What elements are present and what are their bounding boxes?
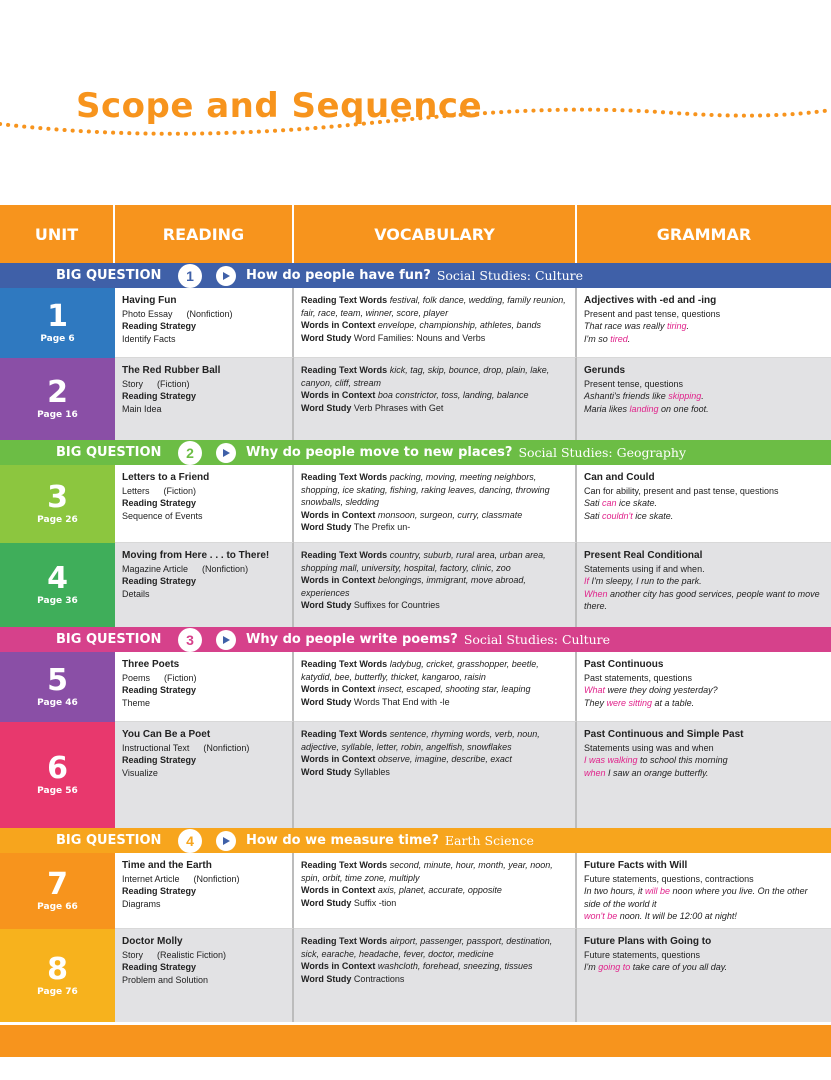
reading-strategy: Sequence of Events bbox=[122, 510, 203, 521]
word-study-label: Word Study bbox=[301, 973, 352, 984]
big-question-text: How do people have fun? bbox=[246, 268, 431, 283]
reading-strategy-label: Reading Strategy bbox=[122, 755, 197, 765]
grammar-highlight: going to bbox=[598, 962, 631, 972]
big-question-number: 2 bbox=[178, 441, 202, 465]
reading-title: Moving from Here . . . to There! bbox=[122, 550, 270, 561]
grammar-example: I'm sleepy, I run to the park. bbox=[589, 576, 702, 586]
reading-text-words-label: Reading Text Words bbox=[301, 295, 388, 305]
unit-row bbox=[0, 288, 831, 358]
grammar-example: ice skate. bbox=[616, 498, 658, 508]
reading-strategy-label: Reading Strategy bbox=[122, 321, 197, 331]
grammar-example: In two hours, it bbox=[584, 886, 646, 896]
play-icon[interactable] bbox=[216, 266, 236, 286]
grammar-example: noon. It will be 12:00 at night! bbox=[617, 911, 737, 921]
reading-cell bbox=[115, 652, 294, 722]
reading-text-words: kick, tag, skip, bounce, drop, plain, lake, canyon, cliff, stream bbox=[301, 365, 550, 388]
header-unit: UNIT bbox=[0, 205, 115, 263]
grammar-cell bbox=[577, 929, 831, 1022]
reading-title: The Red Rubber Ball bbox=[122, 365, 221, 376]
big-question-number: 4 bbox=[178, 829, 202, 853]
vocabulary-cell bbox=[294, 288, 577, 358]
reading-cell bbox=[115, 358, 294, 440]
words-in-context-label: Words in Context bbox=[301, 961, 376, 971]
header-reading: READING bbox=[115, 205, 294, 263]
grammar-example: on one foot. bbox=[658, 403, 709, 414]
grammar-example: ice skate. bbox=[632, 510, 674, 521]
grammar-example: . bbox=[701, 391, 704, 401]
words-in-context: axis, planet, accurate, opposite bbox=[377, 885, 502, 895]
big-question-text: How do we measure time? bbox=[246, 833, 439, 848]
grammar-highlight: tiring bbox=[667, 321, 687, 331]
reading-genre: (Nonfiction) bbox=[186, 308, 233, 319]
play-icon[interactable] bbox=[216, 443, 236, 463]
reading-genre: (Fiction) bbox=[164, 672, 197, 683]
footer-bar bbox=[0, 1025, 831, 1057]
words-in-context: washcloth, forehead, sneezing, tissues bbox=[377, 961, 533, 971]
scope-table bbox=[0, 205, 831, 1022]
grammar-highlight: will be bbox=[645, 886, 671, 896]
word-study-label: Word Study bbox=[301, 402, 352, 413]
reading-strategy-label: Reading Strategy bbox=[122, 962, 197, 972]
big-question-text: Why do people write poems? bbox=[246, 632, 458, 647]
subject-area: Social Studies: Culture bbox=[463, 632, 611, 647]
words-in-context: insect, escaped, shooting star, leaping bbox=[377, 684, 531, 694]
word-study: Suffix -tion bbox=[353, 897, 397, 908]
unit-page: Page 66 bbox=[37, 902, 78, 912]
grammar-example: take care of you all day. bbox=[630, 962, 728, 972]
reading-text-words: packing, moving, meeting neighbors, shopping, ice skating, fishing, raking leaves, dancing, throwing snowballs, sledding bbox=[301, 472, 550, 507]
reading-title: You Can Be a Poet bbox=[122, 729, 211, 740]
big-question-bar bbox=[0, 263, 831, 288]
play-icon[interactable] bbox=[216, 630, 236, 650]
unit-number: 4 bbox=[47, 561, 68, 596]
word-study: Verb Phrases with Get bbox=[353, 402, 444, 413]
reading-strategy-label: Reading Strategy bbox=[122, 391, 197, 401]
grammar-example: Sati bbox=[584, 510, 603, 521]
unit-row bbox=[0, 543, 831, 627]
reading-text-words: second, minute, hour, month, year, noon, spin, orbit, time zone, multiply bbox=[301, 860, 553, 883]
unit-number: 7 bbox=[47, 867, 68, 902]
reading-text-words-label: Reading Text Words bbox=[301, 729, 388, 739]
word-study: Word Families: Nouns and Verbs bbox=[353, 332, 486, 343]
unit-row bbox=[0, 465, 831, 543]
grammar-cell bbox=[577, 543, 831, 627]
reading-strategy: Main Idea bbox=[122, 403, 162, 414]
words-in-context: belongings, immigrant, move abroad, experiences bbox=[301, 575, 526, 598]
reading-text-words-label: Reading Text Words bbox=[301, 936, 388, 946]
reading-title: Letters to a Friend bbox=[122, 472, 210, 483]
vocabulary-cell bbox=[294, 853, 577, 929]
big-question-bar bbox=[0, 627, 831, 652]
big-question-label: BIG QUESTION bbox=[56, 445, 162, 460]
reading-genre: (Fiction) bbox=[163, 485, 197, 496]
grammar-title: Can and Could bbox=[584, 472, 655, 483]
words-in-context-label: Words in Context bbox=[301, 509, 376, 520]
grammar-highlight: What bbox=[584, 685, 606, 695]
reading-strategy-label: Reading Strategy bbox=[122, 498, 197, 508]
words-in-context-label: Words in Context bbox=[301, 390, 376, 400]
words-in-context: monsoon, surgeon, curry, classmate bbox=[377, 509, 523, 520]
grammar-highlight: When bbox=[584, 588, 608, 599]
unit-cell bbox=[0, 543, 115, 627]
grammar-cell bbox=[577, 853, 831, 929]
big-question-label: BIG QUESTION bbox=[56, 268, 162, 283]
reading-strategy: Diagrams bbox=[122, 898, 161, 909]
words-in-context-label: Words in Context bbox=[301, 684, 376, 694]
grammar-description: Future statements, questions, contractions bbox=[584, 873, 754, 884]
grammar-cell bbox=[577, 358, 831, 440]
unit-number: 2 bbox=[47, 375, 68, 410]
vocabulary-cell bbox=[294, 652, 577, 722]
unit-number: 6 bbox=[47, 751, 68, 786]
reading-text-words-label: Reading Text Words bbox=[301, 860, 388, 870]
header-grammar: GRAMMAR bbox=[656, 224, 752, 244]
word-study: Suffixes for Countries bbox=[353, 600, 440, 610]
word-study-label: Word Study bbox=[301, 897, 352, 908]
reading-type: Magazine Article bbox=[122, 563, 189, 574]
unit-row bbox=[0, 929, 831, 1022]
big-question-label: BIG QUESTION bbox=[56, 632, 162, 647]
reading-text-words-label: Reading Text Words bbox=[301, 550, 388, 560]
grammar-cell bbox=[577, 288, 831, 358]
reading-text-words: sentence, rhyming words, verb, noun, adjective, syllable, letter, robin, angelfish, snowflakes bbox=[301, 729, 540, 752]
grammar-title: Future Facts with Will bbox=[584, 860, 688, 871]
big-question-bar bbox=[0, 440, 831, 465]
unit-number: 1 bbox=[47, 299, 68, 334]
grammar-title: Gerunds bbox=[584, 365, 626, 376]
reading-text-words-label: Reading Text Words bbox=[301, 365, 388, 375]
reading-genre: (Nonfiction) bbox=[193, 873, 240, 884]
unit-number: 5 bbox=[47, 663, 68, 698]
grammar-example: another city has good services, people want to move there. bbox=[584, 588, 820, 611]
grammar-highlight: skipping bbox=[668, 391, 702, 401]
grammar-example: Sati bbox=[584, 498, 603, 508]
grammar-example: I saw an orange butterfly. bbox=[605, 767, 709, 778]
reading-title: Doctor Molly bbox=[122, 936, 183, 947]
reading-strategy: Theme bbox=[122, 697, 151, 708]
subject-area: Social Studies: Culture bbox=[436, 268, 584, 283]
grammar-example: They bbox=[584, 697, 607, 708]
word-study-label: Word Study bbox=[301, 766, 352, 777]
word-study-label: Word Study bbox=[301, 522, 352, 532]
reading-cell bbox=[115, 288, 294, 358]
grammar-example: Maria likes bbox=[584, 403, 630, 414]
vocabulary-cell bbox=[294, 358, 577, 440]
unit-page: Page 76 bbox=[37, 986, 78, 997]
grammar-highlight: when bbox=[584, 767, 606, 778]
reading-genre: (Nonfiction) bbox=[203, 742, 250, 753]
reading-strategy-label: Reading Strategy bbox=[122, 576, 197, 586]
reading-genre: (Nonfiction) bbox=[202, 563, 249, 574]
grammar-description: Statements using if and when. bbox=[584, 563, 705, 574]
grammar-title: Present Real Conditional bbox=[584, 550, 703, 561]
vocabulary-cell bbox=[294, 929, 577, 1022]
unit-page: Page 46 bbox=[37, 698, 78, 708]
reading-cell bbox=[115, 543, 294, 627]
reading-type: Poems bbox=[122, 672, 151, 683]
grammar-example: to school this morning bbox=[637, 755, 728, 765]
unit-cell bbox=[0, 929, 115, 1022]
word-study: The Prefix un- bbox=[353, 522, 411, 532]
grammar-highlight: I was walking bbox=[584, 755, 638, 765]
word-study-label: Word Study bbox=[301, 600, 352, 610]
word-study: Syllables bbox=[353, 766, 390, 777]
grammar-example: noon where you live. On the other side of the world it bbox=[584, 886, 808, 909]
unit-page: Page 56 bbox=[37, 786, 78, 796]
unit-page: Page 16 bbox=[37, 410, 78, 420]
grammar-description: Can for ability, present and past tense, questions bbox=[584, 485, 779, 496]
words-in-context: observe, imagine, describe, exact bbox=[377, 754, 512, 764]
reading-type: Letters bbox=[122, 485, 150, 496]
reading-title: Having Fun bbox=[122, 295, 177, 306]
reading-strategy-label: Reading Strategy bbox=[122, 886, 197, 896]
words-in-context: boa constrictor, toss, landing, balance bbox=[377, 390, 529, 400]
grammar-highlight: landing bbox=[629, 403, 659, 414]
reading-text-words-label: Reading Text Words bbox=[301, 659, 388, 669]
reading-text-words-label: Reading Text Words bbox=[301, 472, 388, 482]
words-in-context-label: Words in Context bbox=[301, 320, 376, 330]
grammar-cell bbox=[577, 465, 831, 543]
reading-strategy: Problem and Solution bbox=[122, 974, 209, 985]
grammar-example: . bbox=[686, 321, 690, 331]
reading-strategy: Details bbox=[122, 588, 150, 599]
grammar-description: Future statements, questions bbox=[584, 949, 701, 960]
dotted-wave-decoration bbox=[0, 96, 831, 156]
grammar-highlight: If bbox=[584, 576, 590, 586]
unit-page: Page 26 bbox=[37, 515, 78, 525]
grammar-example: . bbox=[627, 333, 631, 344]
reading-genre: (Realistic Fiction) bbox=[157, 949, 227, 960]
word-study-label: Word Study bbox=[301, 696, 352, 707]
words-in-context: envelope, championship, athletes, bands bbox=[377, 320, 541, 330]
grammar-title: Past Continuous and Simple Past bbox=[584, 729, 744, 740]
page-title: Scope and Sequence bbox=[76, 86, 483, 126]
unit-cell bbox=[0, 652, 115, 722]
grammar-description: Statements using was and when bbox=[584, 742, 714, 753]
grammar-description: Present tense, questions bbox=[584, 378, 684, 389]
table-header bbox=[0, 205, 831, 263]
reading-strategy: Identify Facts bbox=[122, 333, 176, 344]
reading-strategy-label: Reading Strategy bbox=[122, 685, 197, 695]
big-question-number: 1 bbox=[178, 264, 202, 288]
big-question-number: 3 bbox=[178, 628, 202, 652]
grammar-example: were they doing yesterday? bbox=[605, 685, 718, 695]
grammar-title: Adjectives with -ed and -ing bbox=[584, 295, 717, 306]
grammar-example: I'm bbox=[584, 962, 599, 972]
reading-type: Internet Article bbox=[122, 873, 180, 884]
vocabulary-cell bbox=[294, 543, 577, 627]
unit-page: Page 36 bbox=[37, 596, 78, 606]
word-study-label: Word Study bbox=[301, 332, 352, 343]
reading-text-words: ladybug, cricket, grasshopper, beetle, katydid, bee, butterfly, thicket, kangaroo, raisin bbox=[301, 659, 539, 682]
unit-number: 8 bbox=[47, 951, 68, 987]
reading-strategy: Visualize bbox=[122, 767, 158, 778]
unit-row bbox=[0, 358, 831, 440]
vocabulary-cell bbox=[294, 465, 577, 543]
grammar-example: Ashanti's friends like bbox=[584, 391, 669, 401]
reading-cell bbox=[115, 929, 294, 1022]
unit-page: Page 6 bbox=[40, 334, 75, 344]
grammar-highlight: won't be bbox=[584, 911, 618, 921]
unit-cell bbox=[0, 853, 115, 929]
unit-cell bbox=[0, 465, 115, 543]
grammar-cell bbox=[577, 652, 831, 722]
reading-type: Story bbox=[122, 949, 144, 960]
grammar-highlight: can bbox=[602, 498, 617, 508]
word-study: Words That End with -le bbox=[353, 696, 450, 707]
grammar-description: Present and past tense, questions bbox=[584, 308, 721, 319]
reading-text-words: festival, folk dance, wedding, family reunion, fair, race, team, winner, score, player bbox=[301, 295, 566, 318]
reading-type: Story bbox=[122, 378, 144, 389]
grammar-title: Past Continuous bbox=[584, 659, 664, 670]
grammar-example: I'm so bbox=[584, 333, 611, 344]
unit-row bbox=[0, 722, 831, 828]
reading-type: Photo Essay bbox=[122, 308, 173, 319]
reading-cell bbox=[115, 465, 294, 543]
word-study: Contractions bbox=[353, 973, 405, 984]
subject-area: Social Studies: Geography bbox=[518, 445, 687, 460]
unit-cell bbox=[0, 288, 115, 358]
grammar-example: That race was really bbox=[584, 321, 668, 331]
grammar-title: Future Plans with Going to bbox=[584, 936, 712, 947]
big-question-bar bbox=[0, 828, 831, 853]
words-in-context-label: Words in Context bbox=[301, 575, 376, 585]
unit-row bbox=[0, 853, 831, 929]
big-question-text: Why do people move to new places? bbox=[246, 445, 513, 460]
grammar-cell bbox=[577, 722, 831, 828]
vocabulary-cell bbox=[294, 722, 577, 828]
reading-title: Time and the Earth bbox=[122, 860, 212, 871]
subject-area: Earth Science bbox=[444, 833, 534, 848]
unit-row bbox=[0, 652, 831, 722]
reading-text-words: airport, passenger, passport, destination, sick, earache, headache, fever, doctor, medicine bbox=[301, 936, 553, 959]
header-vocabulary: VOCABULARY bbox=[294, 205, 577, 263]
grammar-description: Past statements, questions bbox=[584, 672, 693, 683]
words-in-context-label: Words in Context bbox=[301, 754, 376, 764]
big-question-label: BIG QUESTION bbox=[56, 833, 162, 848]
grammar-highlight: tired bbox=[610, 333, 628, 344]
reading-title: Three Poets bbox=[122, 659, 180, 670]
play-icon[interactable] bbox=[216, 831, 236, 851]
reading-text-words: country, suburb, rural area, urban area, shopping mall, university, hospital, factory, clinic, zoo bbox=[301, 550, 546, 573]
words-in-context-label: Words in Context bbox=[301, 885, 376, 895]
reading-type: Instructional Text bbox=[122, 742, 190, 753]
grammar-highlight: couldn't bbox=[602, 510, 633, 521]
grammar-highlight: were sitting bbox=[606, 697, 653, 708]
grammar-example: at a table. bbox=[652, 697, 695, 708]
unit-cell bbox=[0, 722, 115, 828]
unit-number: 3 bbox=[47, 480, 68, 515]
unit-cell bbox=[0, 358, 115, 440]
reading-cell bbox=[115, 853, 294, 929]
reading-genre: (Fiction) bbox=[157, 378, 190, 389]
reading-cell bbox=[115, 722, 294, 828]
